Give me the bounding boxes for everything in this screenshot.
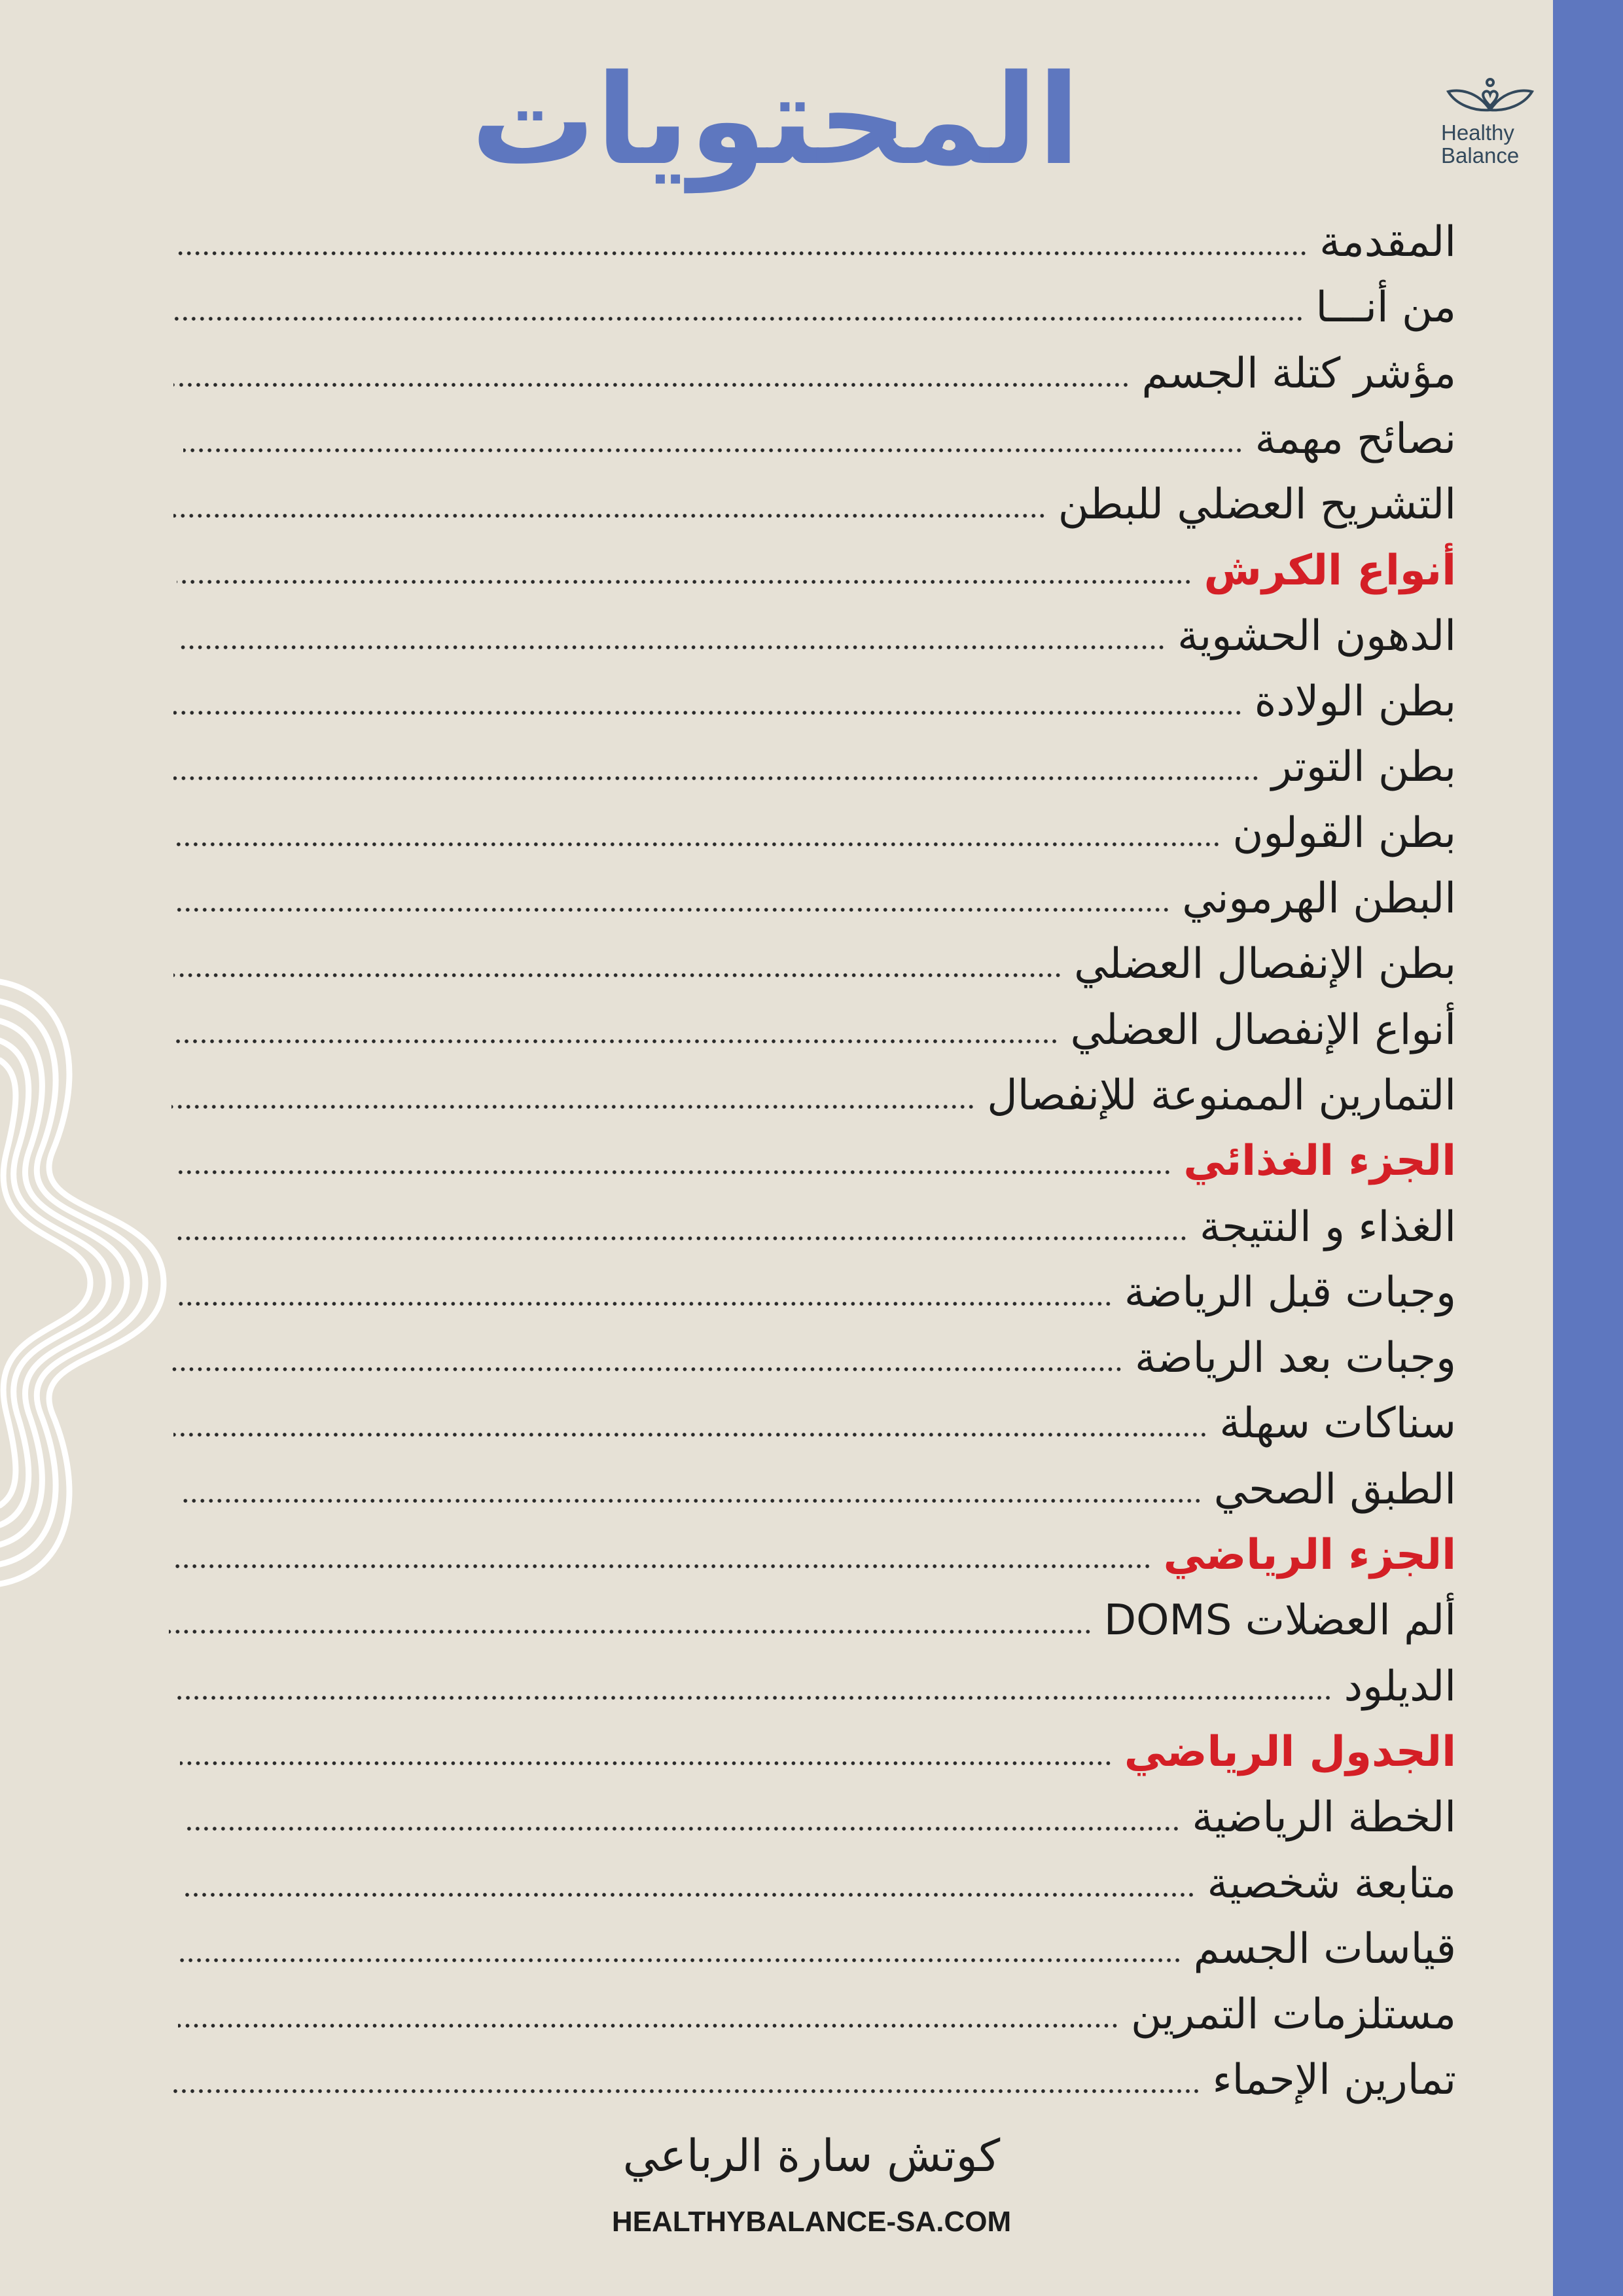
toc-row [180,1719,1456,1785]
toc-item-label: نصائح مهمة [1255,414,1456,463]
toc-dot-leader [173,512,1046,519]
toc-dot-leader [177,250,1308,257]
toc-row [175,1128,1456,1194]
toc-section-heading: الجزء الغذائي [1183,1137,1456,1186]
toc-row [177,603,1456,669]
toc-dot-leader [171,1366,1123,1372]
toc-dot-leader [183,447,1243,454]
toc-section-heading: أنواع الكرش [1204,546,1456,595]
toc-dot-leader [177,1957,1182,1964]
toc-dot-leader [185,1892,1196,1898]
toc-item-label: أنواع الإنفصال العضلي [1070,1005,1456,1054]
toc-dot-leader [177,1300,1113,1307]
toc-dot-leader [175,1563,1152,1570]
toc-row [171,1325,1456,1391]
toc-row [173,472,1456,537]
toc-dot-leader [178,2022,1119,2029]
toc-dot-leader [169,1628,1092,1635]
page-title: المحتويات [471,48,1080,192]
toc-row [177,209,1456,275]
toc-item-label: وجبات بعد الرياضة [1134,1334,1456,1383]
toc-item-label: الدهون الحشوية [1177,611,1456,660]
toc-item-label: ألم العضلات DOMS [1103,1596,1456,1645]
toc-item-label: التمارين الممنوعة للإنفصال [987,1071,1456,1120]
toc-dot-leader [173,709,1243,716]
toc-item-label: المقدمة [1319,218,1456,266]
toc-item-label: تمارين الإحماء [1212,2056,1456,2105]
toc-item-label: متابعة شخصية [1207,1859,1456,1908]
toc-item-label: مؤشر كتلة الجسم [1141,349,1456,398]
toc-dot-leader [180,1498,1202,1504]
footer-author: كوتش سارة الرباعي [622,2130,1001,2182]
toc-row [169,1588,1456,1653]
toc-dot-leader [173,972,1062,978]
toc-item-label: قياسات الجسم [1193,1924,1456,1973]
toc-item-label: بطن الإنفصال العضلي [1074,940,1456,989]
toc-dot-leader [173,2088,1200,2094]
toc-dot-leader [175,1169,1171,1175]
toc-section-heading: الجزء الرياضي [1163,1531,1456,1579]
toc-row [173,997,1456,1063]
toc-row [183,406,1456,472]
toc-dot-leader [173,382,1130,388]
toc-item-label: البطن الهرموني [1182,874,1456,923]
toc-row [173,669,1456,734]
toc-item-label: الخطة الرياضية [1192,1793,1456,1842]
toc-dot-leader [173,841,1221,848]
toc-dot-leader [173,775,1260,781]
toc-item-label: التشريح العضلي للبطن [1058,480,1456,529]
toc-row [177,1916,1456,1982]
toc-item-label: من أنـــا [1315,283,1456,332]
toc-item-label: بطن التوتر [1271,743,1456,792]
toc-dot-leader [173,1038,1059,1045]
toc-dot-leader [177,644,1166,651]
footer-website: HEALTHYBALANCE-SA.COM [611,2206,1012,2238]
toc-row [173,2047,1456,2113]
toc-dot-leader [173,1235,1188,1242]
toc-dot-leader [177,579,1192,585]
toc-item-label: الطبق الصحي [1213,1465,1456,1514]
toc-item-label: بطن الولادة [1254,677,1456,726]
toc-row [185,1851,1456,1916]
toc-row [173,341,1456,406]
toc-row [183,1785,1456,1850]
toc-row [173,1391,1456,1456]
toc-row [177,866,1456,931]
toc-dot-leader [173,315,1304,322]
toc-row [173,1194,1456,1260]
toc-dot-leader [173,1431,1207,1438]
brand-logo [1441,77,1539,167]
leaves-heart-icon [1444,77,1536,118]
toc-dot-leader [175,1695,1332,1701]
logo-text-line1: Healthy [1441,120,1514,145]
toc-item-label: الديلود [1344,1662,1456,1711]
toc-row [175,1654,1456,1719]
toc-row [171,1063,1456,1128]
toc-row [173,800,1456,866]
toc-row [173,734,1456,800]
toc-row [177,1260,1456,1325]
toc-item-label: الغذاء و النتيجة [1199,1202,1456,1251]
toc-row [173,275,1456,340]
table-of-contents [0,209,1623,2173]
toc-dot-leader [171,1103,975,1110]
toc-row [177,538,1456,603]
toc-row [173,931,1456,997]
toc-dot-leader [177,906,1170,913]
toc-section-heading: الجدول الرياضي [1124,1727,1456,1776]
toc-dot-leader [183,1825,1180,1832]
toc-item-label: مستلزمات التمرين [1131,1990,1456,2039]
logo-text-line2: Balance [1441,143,1520,168]
toc-item-label: بطن القولون [1232,808,1456,857]
toc-row [178,1982,1456,2047]
toc-dot-leader [180,1760,1113,1767]
toc-item-label: سناكات سهلة [1219,1399,1456,1448]
toc-row [180,1457,1456,1522]
toc-row [175,1522,1456,1588]
toc-item-label: وجبات قبل الرياضة [1124,1268,1456,1317]
